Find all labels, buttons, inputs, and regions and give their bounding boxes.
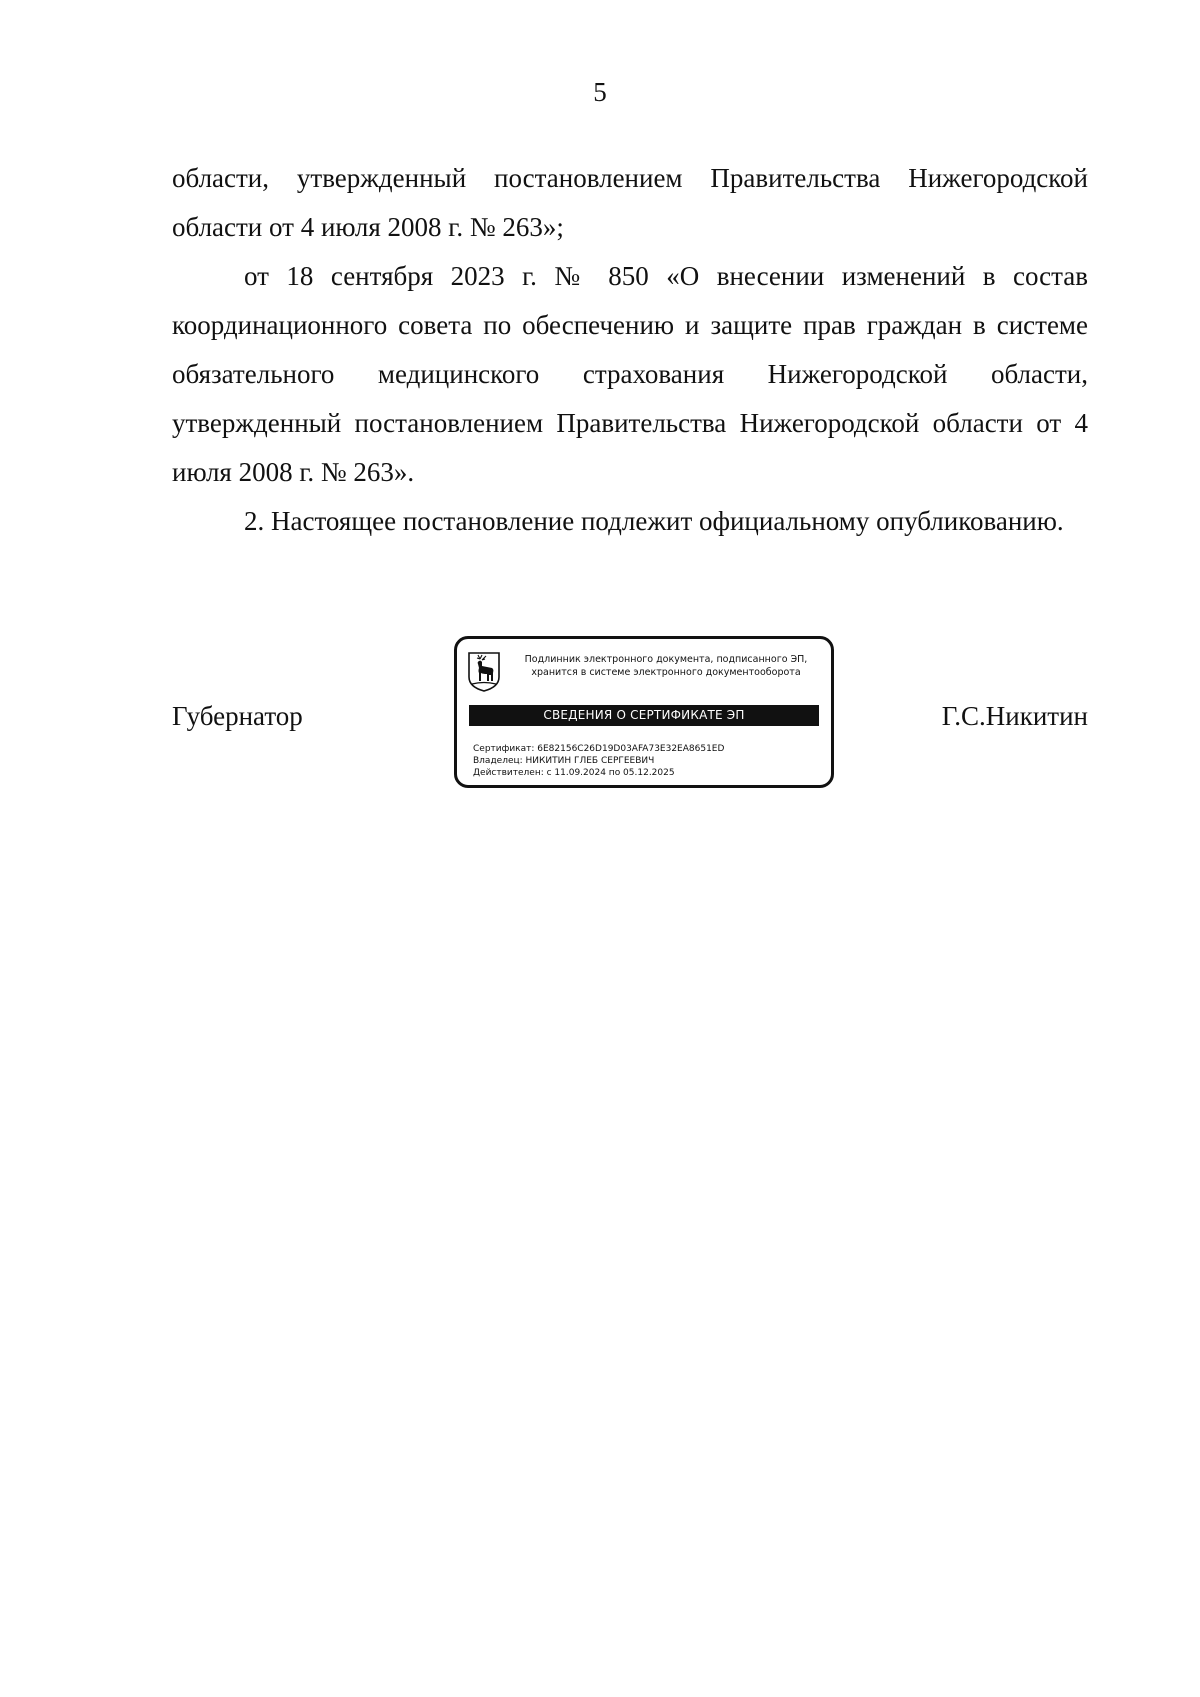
page-number: 5 xyxy=(593,77,607,107)
certificate-details xyxy=(473,743,823,779)
certificate-banner: СВЕДЕНИЯ О СЕРТИФИКАТЕ ЭП xyxy=(469,705,819,726)
electronic-signature-stamp xyxy=(454,636,834,788)
stamp-heading xyxy=(507,653,825,679)
certificate-owner: Владелец: НИКИТИН ГЛЕБ СЕРГЕЕВИЧ xyxy=(473,756,655,766)
signature-block xyxy=(172,636,1088,796)
coat-of-arms-deer-icon xyxy=(467,651,501,693)
certificate-validity: Действителен: с 11.09.2024 по 05.12.2025 xyxy=(473,768,675,778)
stamp-heading-line-2: хранится в системе электронного документооборота xyxy=(531,667,801,678)
paragraph-amendment: от 18 сентября 2023 г. № 850 «О внесении изменений в состав координационного совета по обеспечению и защите прав граждан в системе обязательного медицинского страхования Нижегородской области, утвержденный постановлением Правительства Нижегородской области от 4 июля 2008 г. № 263». xyxy=(172,261,1088,487)
paragraph-publication: 2. Настоящее постановление подлежит официальному опубликованию. xyxy=(244,506,1064,536)
certificate-serial: Сертификат: 6E82156C26D19D03AFA73E32EA8651ED xyxy=(473,744,725,754)
signatory-name: Г.С.Никитин xyxy=(941,701,1088,731)
document-body xyxy=(172,154,1088,546)
signatory-position: Губернатор xyxy=(172,701,303,731)
paragraph-continuation: области, утвержденный постановлением Правительства Нижегородской области от 4 июля 2008 г. № 263»; xyxy=(172,163,1088,242)
stamp-heading-line-1: Подлинник электронного документа, подписанного ЭП, xyxy=(524,654,808,665)
